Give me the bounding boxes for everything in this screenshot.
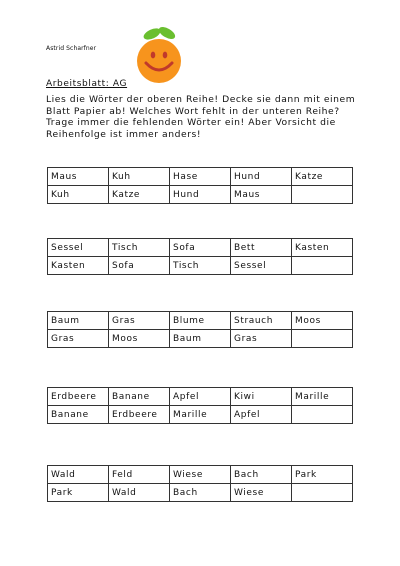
bottom-row: [48, 257, 353, 275]
word-cell: Bett: [231, 239, 292, 257]
word-cell: Bach: [170, 484, 231, 502]
word-cell: Katze: [109, 186, 170, 204]
word-cell: Hund: [231, 168, 292, 186]
word-cell: Wald: [48, 466, 109, 484]
instruction-line: Blatt Papier ab! Welches Wort fehlt in der unteren Reihe?: [46, 105, 340, 117]
word-cell: Moos: [292, 312, 353, 330]
word-cell: Gras: [109, 312, 170, 330]
top-row: [48, 312, 353, 330]
word-cell: Moos: [109, 330, 170, 348]
word-cell: Marille: [170, 406, 231, 424]
instruction-line: Lies die Wörter der oberen Reihe! Decke sie dann mit einem: [46, 94, 356, 105]
word-cell: Marille: [292, 388, 353, 406]
top-row: [48, 466, 353, 484]
word-cell: Park: [292, 466, 353, 484]
worksheet-title: Arbeitsblatt: AG: [46, 79, 128, 89]
word-cell: Hase: [170, 168, 231, 186]
answer-cell[interactable]: [292, 406, 353, 424]
word-cell: Kuh: [109, 168, 170, 186]
word-cell: Wiese: [170, 466, 231, 484]
word-cell: Erdbeere: [48, 388, 109, 406]
word-cell: Gras: [48, 330, 109, 348]
bottom-row: [48, 330, 353, 348]
exercise-table: [47, 238, 353, 275]
word-cell: Blume: [170, 312, 231, 330]
exercise-table: [47, 167, 353, 204]
word-cell: Kiwi: [231, 388, 292, 406]
top-row: [48, 239, 353, 257]
word-cell: Katze: [292, 168, 353, 186]
word-cell: Bach: [231, 466, 292, 484]
bottom-row: [48, 186, 353, 204]
author-name: Astrid Scharfner: [46, 45, 97, 52]
exercise-table: [47, 465, 353, 502]
word-cell: Apfel: [170, 388, 231, 406]
word-cell: Sofa: [170, 239, 231, 257]
answer-cell[interactable]: [292, 186, 353, 204]
word-cell: Tisch: [109, 239, 170, 257]
word-cell: Hund: [170, 186, 231, 204]
word-cell: Wald: [109, 484, 170, 502]
word-cell: Apfel: [231, 406, 292, 424]
word-cell: Park: [48, 484, 109, 502]
top-row: [48, 168, 353, 186]
smiling-orange-icon: [134, 24, 186, 86]
top-row: [48, 388, 353, 406]
word-cell: Banane: [109, 388, 170, 406]
word-cell: Erdbeere: [109, 406, 170, 424]
word-cell: Kasten: [292, 239, 353, 257]
word-cell: Baum: [48, 312, 109, 330]
answer-cell[interactable]: [292, 484, 353, 502]
instructions: [46, 94, 376, 140]
instruction-line: Reihenfolge ist immer anders!: [46, 128, 202, 140]
word-cell: Strauch: [231, 312, 292, 330]
exercise-table: [47, 387, 353, 424]
word-cell: Kasten: [48, 257, 109, 275]
word-cell: Gras: [231, 330, 292, 348]
exercise-table: [47, 311, 353, 348]
word-cell: Maus: [48, 168, 109, 186]
word-cell: Baum: [170, 330, 231, 348]
word-cell: Banane: [48, 406, 109, 424]
word-cell: Maus: [231, 186, 292, 204]
answer-cell[interactable]: [292, 330, 353, 348]
word-cell: Sofa: [109, 257, 170, 275]
instruction-line: Trage immer die fehlenden Wörter ein! Aber Vorsicht die: [46, 117, 336, 129]
answer-cell[interactable]: [292, 257, 353, 275]
word-cell: Tisch: [170, 257, 231, 275]
word-cell: Wiese: [231, 484, 292, 502]
bottom-row: [48, 406, 353, 424]
word-cell: Sessel: [231, 257, 292, 275]
word-cell: Kuh: [48, 186, 109, 204]
word-cell: Sessel: [48, 239, 109, 257]
word-cell: Feld: [109, 466, 170, 484]
bottom-row: [48, 484, 353, 502]
